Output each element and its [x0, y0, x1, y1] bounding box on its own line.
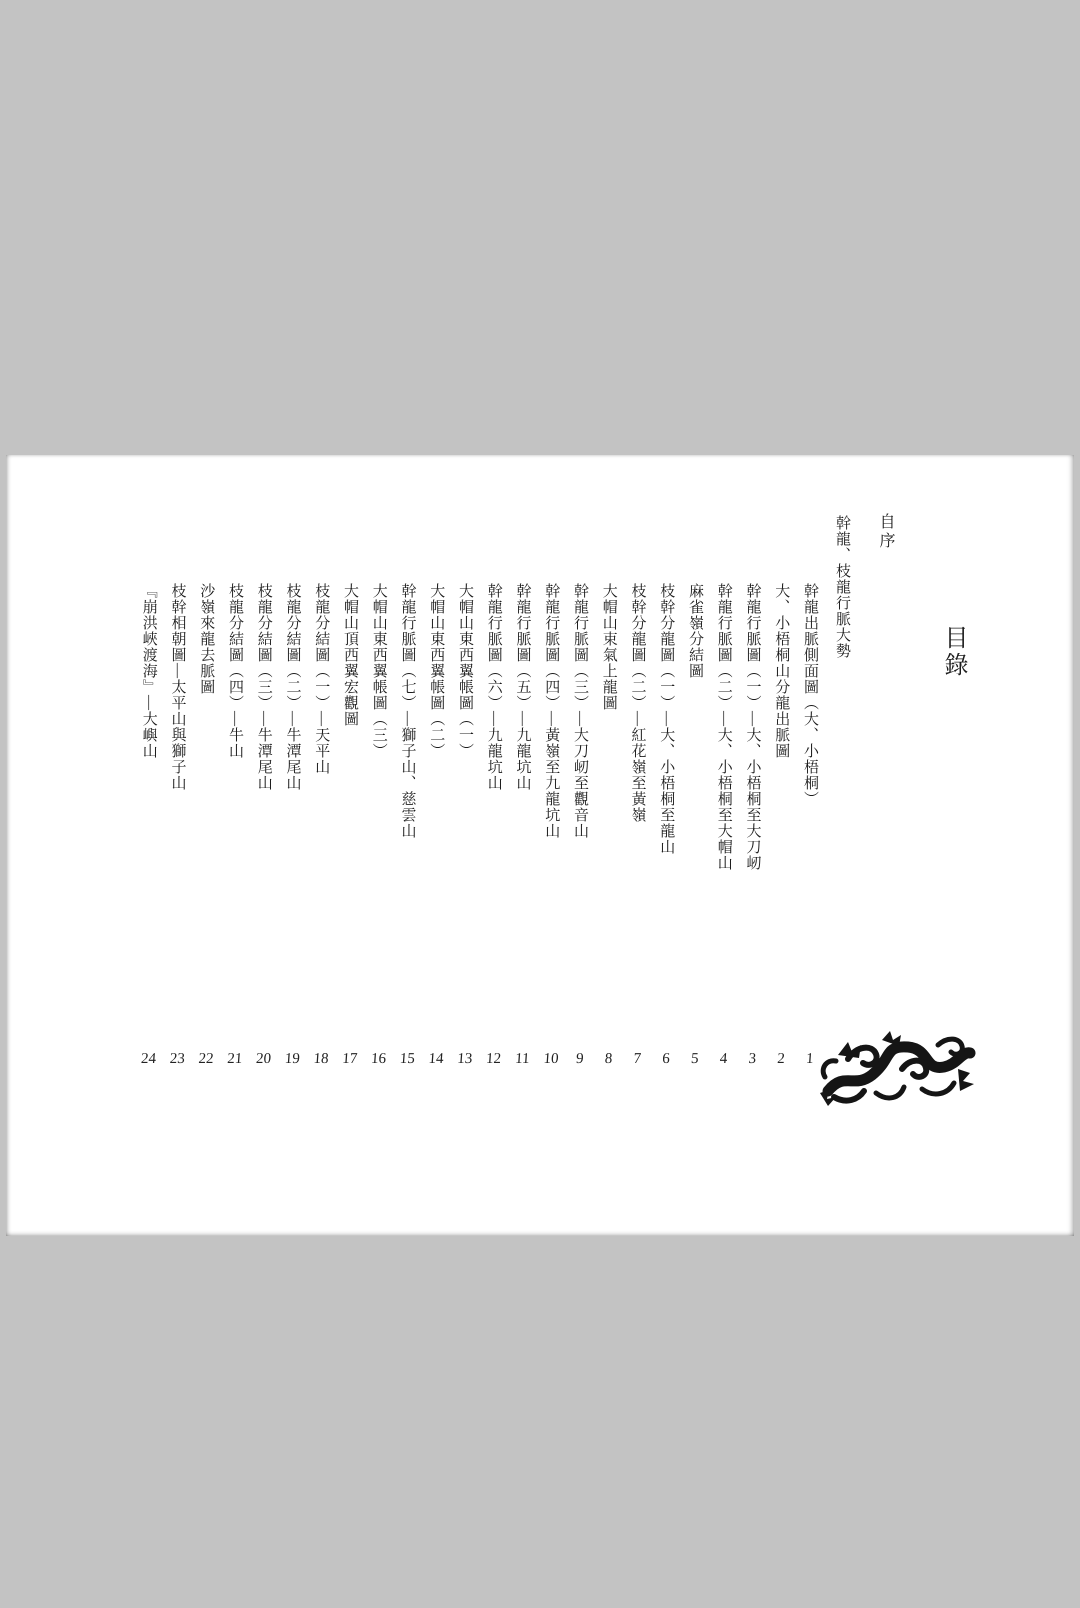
- page-number-row: [133, 1051, 825, 1073]
- page-number: 6: [661, 1051, 671, 1067]
- page-number: 10: [543, 1051, 560, 1067]
- page-number: 8: [604, 1051, 613, 1067]
- toc-entry: 幹龍行脈圖（六）—九龍坑山: [485, 583, 502, 791]
- toc-entry: 幹龍行脈圖（七）—獅子山、慈雲山: [399, 583, 416, 839]
- page-number: 20: [255, 1051, 272, 1067]
- toc-entry: 大帽山束氣上龍圖: [600, 583, 617, 711]
- page-number: 18: [313, 1051, 330, 1067]
- page-number: 17: [341, 1051, 358, 1067]
- page-number: 14: [428, 1051, 445, 1067]
- page-number: 16: [370, 1051, 387, 1067]
- preface-entry: 自序: [877, 513, 894, 551]
- toc-entry: 大帽山東西翼帳圖（二）: [428, 583, 445, 759]
- toc-entry: 大帽山東西翼帳圖（一）: [457, 583, 473, 759]
- toc-entry: 枝龍分結圖（二）—牛潭尾山: [284, 583, 301, 791]
- page-number: 4: [719, 1051, 728, 1067]
- toc-entry: 『崩洪峽渡海』—大嶼山: [140, 583, 157, 759]
- toc-entry: 枝龍分結圖（一）—天平山: [313, 583, 330, 775]
- toc-entry: 枝幹分龍圖（一）—大、小梧桐至龍山: [658, 583, 675, 855]
- toc-entry: 大、小梧桐山分龍出脈圖: [773, 583, 790, 759]
- toc-entry: 枝龍分結圖（四）—牛山: [227, 583, 243, 759]
- page-number: 9: [575, 1051, 585, 1067]
- toc-entry: 大帽山頂西翼宏觀圖: [342, 583, 358, 727]
- page-number: 22: [198, 1051, 215, 1067]
- page-number: 2: [776, 1051, 786, 1067]
- page-number: 7: [633, 1051, 642, 1067]
- toc-entry: 枝龍分結圖（三）—牛潭尾山: [255, 583, 272, 791]
- toc-entry: 幹龍行脈圖（一）—大、小梧桐至大刀屻: [744, 583, 761, 871]
- toc-entry: 沙嶺來龍去脈圖: [198, 583, 215, 695]
- toc-entry: 幹龍行脈圖（三）—大刀屻至觀音山: [572, 583, 588, 839]
- toc-entry: 幹龍出脈側面圖（大、小梧桐）: [802, 583, 818, 807]
- toc-entry: 枝幹分龍圖（二）—紅花嶺至黃嶺: [629, 583, 646, 823]
- dragon-ornament-icon: [818, 1027, 976, 1111]
- page-number: 15: [399, 1051, 416, 1067]
- page-number: 12: [485, 1051, 502, 1067]
- page-number: 13: [456, 1051, 473, 1067]
- page-number: 1: [805, 1051, 815, 1067]
- page-number: 19: [284, 1051, 301, 1067]
- page-number: 21: [226, 1051, 243, 1067]
- toc-entry: 幹龍行脈圖（二）—大、小梧桐至大帽山: [715, 583, 732, 871]
- toc-entry: 枝幹相朝圖—太平山與獅子山: [169, 583, 186, 791]
- toc-entry: 麻雀嶺分結圖: [687, 583, 703, 679]
- page-number: 24: [140, 1051, 157, 1067]
- page-number: 11: [514, 1051, 531, 1067]
- toc-entry: 幹龍行脈圖（五）—九龍坑山: [514, 583, 531, 791]
- toc-entry-list: [134, 583, 824, 895]
- book-page: [6, 455, 1074, 1236]
- toc-entry: 大帽山東西翼帳圖（三）: [370, 583, 387, 759]
- page-title: 目錄: [940, 625, 966, 679]
- page-number: 23: [169, 1051, 186, 1067]
- section-subtitle: 幹龍、枝龍行脈大勢: [834, 515, 850, 659]
- toc-entry: 幹龍行脈圖（四）—黃嶺至九龍坑山: [543, 583, 560, 839]
- page-number: 3: [748, 1051, 757, 1067]
- page-number: 5: [690, 1051, 700, 1067]
